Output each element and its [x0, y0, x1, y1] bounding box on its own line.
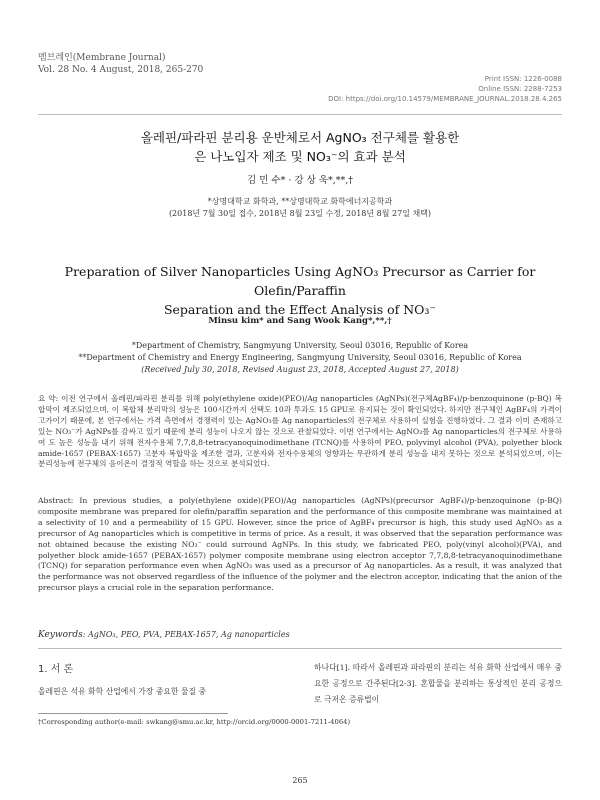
section-divider [38, 648, 562, 649]
online-issn: Online ISSN: 2288-7253 [478, 85, 562, 93]
english-title-line2: Separation and the Effect Analysis of NO₃⁻ [163, 302, 437, 317]
english-title [38, 262, 562, 319]
english-abstract: Abstract: In previous studies, a poly(ethylene oxide)(PEO)/Ag nanoparticles (AgNPs)(precursor AgBF₄)/p-benzoquinone (p-BQ) composite membrane was prepared for olefin/paraffin separation and the performance of this composite membrane was maintained at a selectivity of 10 and a permeability of 15 GPU. However, since the price of AgBF₄ precursor is high, this study used AgNO₃ as a precursor of Ag nanoparticles which is competitive in terms of price. As a result, it was observed that the separation performance was not obtained because the existing NO₃⁻ could surround AgNPs. In this study, we fabricated PEO, poly(vinyl alcohol)(PVA), and polyether block amide-1657 (PEBAX-1657) polymer composite membrane using electron acceptor 7,7,8,8-tetracyanoquinodimethane (TCNQ) for separation performance even when AgNO₃ was used as a precursor of Ag nanoparticles. As a result, it was analyzed that the performance was not observed regardless of the influence of the polymer and the electron acceptor, indicating that the anion of the precursor plays a crucial role in the separation performance. [38, 496, 562, 593]
korean-dates: (2018년 7월 30일 접수, 2018년 8월 23일 수정, 2018년 8월 27일 채택) [168, 209, 432, 218]
top-divider [38, 114, 562, 115]
corresponding-author-footnote: †Corresponding author(e-mail: swkang@smu.ac.kr, http://orcid.org/0000-0001-7211-4064) [38, 718, 351, 726]
korean-authors: 김 민 수* · 강 상 욱*,**,† [247, 175, 353, 186]
english-dates: (Received July 30, 2018, Revised August 23, 2018, Accepted August 27, 2018) [141, 365, 459, 374]
issn-block [328, 74, 562, 104]
korean-title-line1: 올레핀/파라핀 분리용 운반체로서 AgNO₃ 전구체를 활용한 [140, 130, 460, 145]
korean-affiliation: *상명대학교 화학과, **상명대학교 화학에너지공학과 [207, 197, 393, 206]
keywords-text: : AgNO₃, PEO, PVA, PEBAX-1657, Ag nanoparticles [82, 630, 290, 639]
footnote-divider [38, 713, 228, 714]
korean-title-line2: 은 나노입자 제조 및 NO₃⁻의 효과 분석 [194, 149, 406, 164]
english-affiliation-1: *Department of Chemistry, Sangmyung University, Seoul 03016, Republic of Korea [131, 341, 469, 350]
english-authors: Minsu kim* and Sang Wook Kang*,**,† [208, 316, 392, 326]
korean-abstract: 요 약: 이전 연구에서 올레핀/파라핀 분리를 위해 poly(ethylene oxide)(PEO)/Ag nanoparticles (AgNPs)(전구체AgBF₄)/p-benzoquinone (p-BQ) 복합막이 제조되었으며, 이 복합체 분리막의 성능은 100시간까지 선택도 10과 투과도 15 GPU로 유지되는 것이 확인되었다. 하지만 전구체인 AgBF₄의 가격이 고가이기 때문에, 본 연구에서는 가격 측면에서 경쟁력이 있는 AgNO₃를 Ag nanoparticles의 전구체로 사용하여 실험을 진행하였다. 그 결과 이미 존재하고 있는 NO₃⁻가 AgNPs를 감싸고 있기 때문에 분리 성능이 나오지 않는 것으로 관찰되었다. 이번 연구에서는 AgNO₃를 Ag nanoparticles의 전구체로 사용하여 도 높은 성능을 내기 위해 전자수용체 7,7,8,8-tetracyanoquinodimethane (TCNQ)를 사용하여 PEO, polyvinyl alcohol (PVA), polyether block amide-1657 (PEBAX-1657) 고분자 복합막을 제조한 결과, 고분자와 전자수용체의 영향과는 무관하게 분리 성능을 내지 못하는 것으로 분석되었으며, 이는 분리성능에 전구체의 음이온이 결정적 역할을 하는 것으로 분석되었다. [38, 394, 562, 469]
english-affiliation-2: **Department of Chemistry and Energy Engineering, Sangmyung University, Seoul 03016, Republic of Korea [78, 353, 522, 362]
korean-title [38, 128, 562, 166]
doi[interactable]: DOI: https://doi.org/10.14579/MEMBRANE_JOURNAL.2018.28.4.265 [328, 95, 562, 103]
intro-left-column: 올레핀은 석유 화학 산업에서 가장 중요한 물질 중 [38, 687, 206, 696]
volume-line: Vol. 28 No. 4 August, 2018, 265-270 [38, 65, 204, 75]
journal-name: 멤브레인(Membrane Journal) [38, 53, 166, 63]
journal-header [38, 52, 203, 76]
keywords-label: Keywords [38, 630, 83, 640]
english-affiliation-block [38, 340, 562, 376]
section-heading: 1. 서 론 [38, 664, 74, 675]
keywords [38, 630, 562, 640]
page-number: 265 [292, 776, 308, 785]
english-title-line1: Preparation of Silver Nanoparticles Using AgNO₃ Precursor as Carrier for Olefin/Paraffin [64, 264, 536, 298]
korean-affiliation-block [38, 196, 562, 220]
print-issn: Print ISSN: 1226-0088 [484, 75, 562, 83]
intro-right-column: 하나다[1]. 따라서 올레핀과 파라핀의 분리는 석유 화학 산업에서 매우 중요한 공정으로 간주된다[2-3]. 혼합물을 분리하는 통상적인 분리 공정으로 극저온 증류법이 [314, 663, 562, 704]
